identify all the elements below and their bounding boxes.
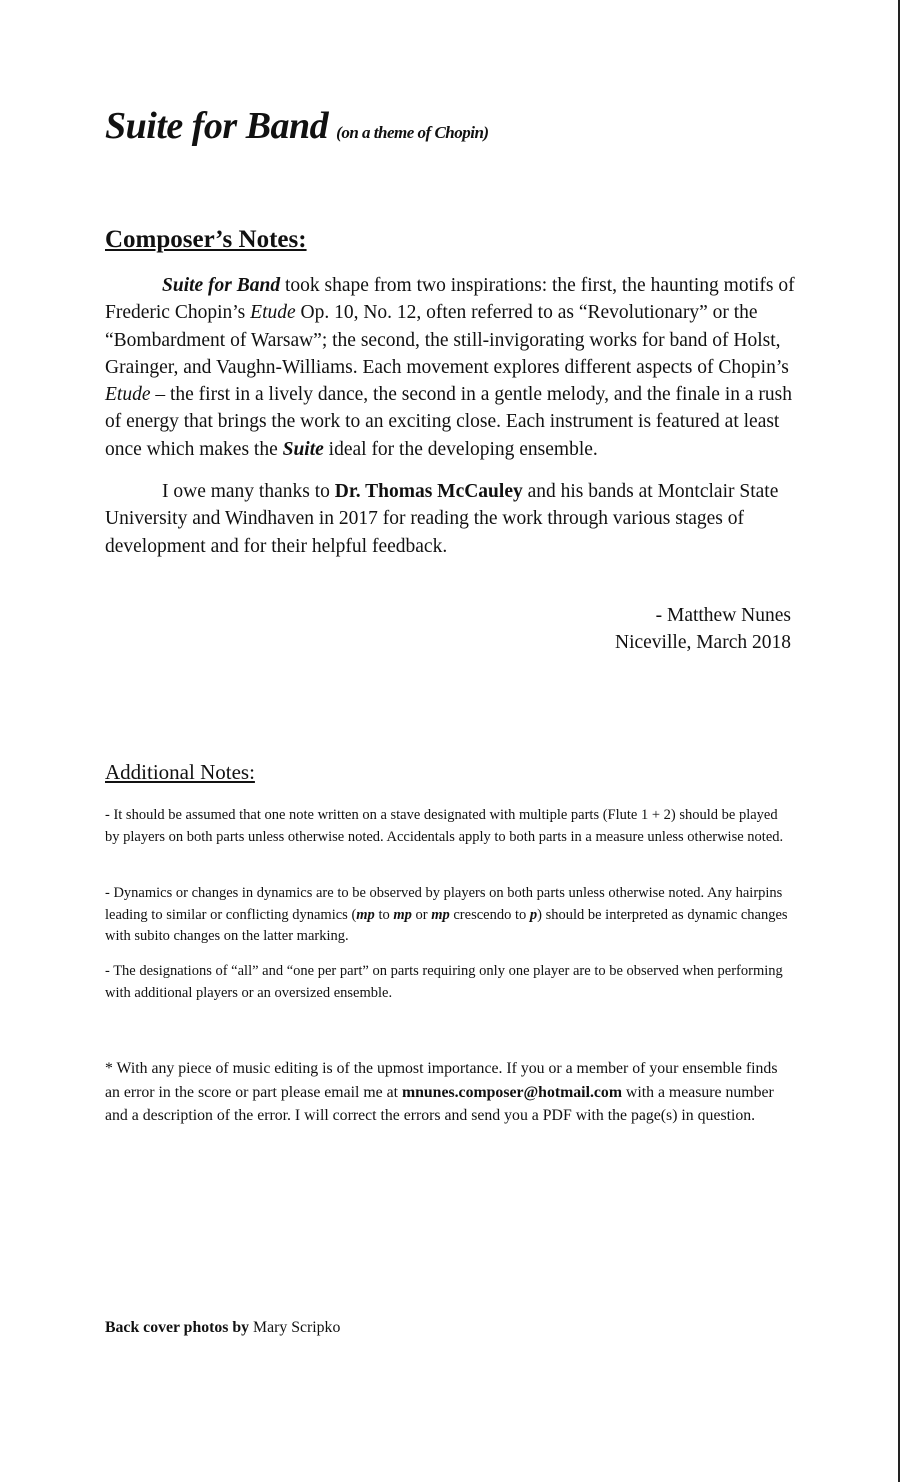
note-text: to	[374, 906, 394, 923]
signature-name: - Matthew Nunes	[655, 605, 791, 626]
composer-notes-body	[105, 272, 797, 560]
paragraph-text: I owe many thanks to	[162, 481, 335, 503]
paragraph-text: ideal for the developing ensemble.	[323, 438, 598, 460]
errata-text: * With any piece of music editing is of the upmost importance. If you or a member of your ensemble finds an error in the score or part please email me at	[105, 1060, 778, 1101]
suite-emphasis: Suite	[282, 438, 324, 460]
photo-credit	[105, 1319, 340, 1337]
page-title	[105, 104, 489, 148]
etude-emphasis: Etude	[105, 384, 151, 406]
composer-notes-heading: Composer’s Notes:	[105, 226, 307, 253]
dynamic-mark: p	[529, 906, 538, 923]
dynamic-mark: mp	[431, 906, 450, 923]
title-main: Suite for Band	[105, 105, 329, 147]
errata-note	[105, 1057, 795, 1128]
paragraph-text: – the first in a lively dance, the second in a gentle melody, and the finale in a rush of energy that brings the work to an exciting close. Each instrument is featured at least once which makes the	[105, 384, 792, 460]
note-text: crescendo to	[449, 906, 530, 923]
dynamic-mark: mp	[393, 906, 412, 923]
note-text: or	[411, 906, 432, 923]
title-subtitle: (on a theme of Chopin)	[336, 123, 489, 142]
etude-emphasis: Etude	[250, 302, 296, 324]
notes-paragraph-1	[105, 272, 797, 463]
paragraph-text: took shape from two inspirations: the first, the haunting motifs of Frederic Chopin’s	[105, 275, 795, 324]
contact-email: mnunes.composer@hotmail.com	[401, 1083, 622, 1101]
credit-name: Mary Scripko	[249, 1319, 341, 1336]
signature-place-date: Niceville, March 2018	[615, 632, 791, 653]
errata-text: with a measure number and a description of the error. I will correct the errors and send you a PDF with the page(s) in question.	[105, 1083, 774, 1124]
additional-notes-heading: Additional Notes:	[105, 760, 255, 784]
credit-label: Back cover photos by	[105, 1319, 250, 1336]
thanks-name: Dr. Thomas McCauley	[334, 481, 523, 503]
additional-note-1: - It should be assumed that one note written on a stave designated with multiple parts (Flute 1 + 2) should be played by players on both parts unless otherwise noted. Accidentals apply to both parts in a measure unless otherwise noted.	[105, 807, 784, 845]
notes-paragraph-2	[105, 478, 797, 560]
paragraph-text: Op. 10, No. 12, often referred to as “Revolutionary” or the “Bombardment of Warsaw”; the second, the still-invigorating works for band of Holst, Grainger, and Vaughn-Williams. Each movement explores different aspects of Chopin’s	[105, 302, 789, 378]
additional-note-3: - The designations of “all” and “one per part” on parts requiring only one player are to be observed when performing with additional players or an oversized ensemble.	[105, 963, 783, 1001]
signature	[615, 602, 791, 656]
paragraph-text: and his bands at Montclair State University and Windhaven in 2017 for reading the work through various stages of development and for their helpful feedback.	[105, 481, 779, 557]
suite-title-emphasis: Suite for Band	[162, 275, 281, 296]
note-text: - Dynamics or changes in dynamics are to be observed by players on both parts unless otherwise noted. Any hairpins leading to similar or conflicting dynamics (	[105, 885, 783, 923]
note-text: ) should be interpreted as dynamic changes with subito changes on the latter marking.	[105, 906, 788, 944]
dynamic-mark: mp	[356, 906, 375, 923]
additional-note-2	[105, 883, 795, 948]
